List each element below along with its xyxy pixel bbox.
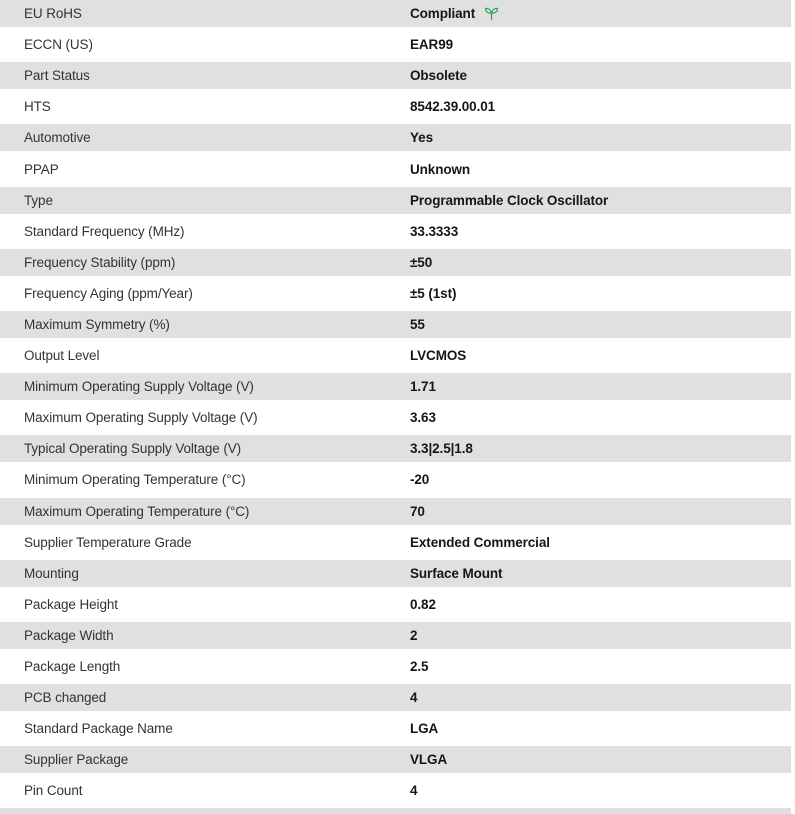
- spec-value-text: Obsolete: [410, 68, 467, 84]
- spec-value-text: VLGA: [410, 752, 448, 768]
- spec-label: Typical Operating Supply Voltage (V): [24, 441, 242, 457]
- spec-value-text: -20: [410, 472, 430, 488]
- spec-value-text: 2.5: [410, 659, 429, 675]
- spec-value: [410, 690, 791, 705]
- spec-value: [410, 162, 791, 177]
- spec-label: Maximum Operating Supply Voltage (V): [24, 410, 258, 426]
- spec-value-text: 3.63: [410, 410, 436, 426]
- spec-row: [0, 529, 791, 556]
- spec-label: Maximum Symmetry (%): [24, 316, 170, 332]
- spec-row: [0, 404, 791, 431]
- spec-label: Standard Frequency (MHz): [24, 223, 185, 239]
- spec-value: [410, 224, 791, 239]
- spec-row: [0, 93, 791, 120]
- spec-value-text: 4: [410, 690, 418, 706]
- spec-value-text: 33.3333: [410, 223, 459, 239]
- spec-row: [0, 311, 791, 338]
- spec-value-text: Yes: [410, 130, 433, 146]
- spec-label: PPAP: [24, 161, 59, 177]
- spec-label: Package Length: [24, 659, 121, 675]
- spec-value: [410, 255, 791, 270]
- spec-value: [410, 68, 791, 83]
- spec-value-text: Extended Commercial: [410, 534, 550, 550]
- spec-value-text: LVCMOS: [410, 348, 467, 364]
- spec-value: [410, 535, 791, 550]
- spec-label: Package Width: [24, 627, 114, 643]
- spec-value: [410, 659, 791, 674]
- spec-row: [0, 342, 791, 369]
- spec-label: Part Status: [24, 68, 90, 84]
- spec-value: [410, 130, 791, 145]
- spec-row: [0, 466, 791, 493]
- spec-value: [410, 504, 791, 519]
- spec-value: [410, 752, 791, 767]
- spec-row: [0, 124, 791, 151]
- spec-value: [410, 317, 791, 332]
- spec-row: [0, 746, 791, 773]
- spec-value-text: Compliant: [410, 6, 476, 22]
- spec-row: [0, 653, 791, 680]
- spec-row: [0, 435, 791, 462]
- spec-value: [410, 472, 791, 487]
- spec-label: Frequency Stability (ppm): [24, 254, 176, 270]
- spec-value-text: 55: [410, 316, 425, 332]
- spec-value-text: 3.3|2.5|1.8: [410, 441, 473, 457]
- spec-value: [410, 783, 791, 798]
- spec-row: [0, 280, 791, 307]
- spec-label: Supplier Package: [24, 752, 129, 768]
- spec-value-text: 1.71: [410, 379, 436, 395]
- spec-row: [0, 31, 791, 58]
- spec-value: [410, 410, 791, 425]
- spec-value-text: 8542.39.00.01: [410, 99, 496, 115]
- spec-value-text: ±50: [410, 254, 433, 270]
- spec-label: Package Height: [24, 596, 118, 612]
- spec-row: [0, 560, 791, 587]
- spec-value-text: 0.82: [410, 596, 436, 612]
- spec-label: Mounting: [24, 565, 79, 581]
- spec-value-text: Unknown: [410, 161, 471, 177]
- spec-value: [410, 5, 791, 22]
- spec-label: Standard Package Name: [24, 721, 173, 737]
- spec-label: Minimum Operating Temperature (°C): [24, 472, 246, 488]
- spec-row: [0, 218, 791, 245]
- spec-row: [0, 62, 791, 89]
- spec-value: [410, 628, 791, 643]
- spec-value: [410, 286, 791, 301]
- spec-value: [410, 379, 791, 394]
- spec-value-text: Programmable Clock Oscillator: [410, 192, 609, 208]
- spec-value-text: LGA: [410, 721, 439, 737]
- spec-value-text: 4: [410, 783, 418, 799]
- spec-label: Maximum Operating Temperature (°C): [24, 503, 250, 519]
- spec-row: [0, 622, 791, 649]
- spec-label: Output Level: [24, 348, 100, 364]
- spec-label: Automotive: [24, 130, 91, 146]
- spec-value-text: ±5 (1st): [410, 285, 457, 301]
- spec-row: [0, 187, 791, 214]
- spec-label: Supplier Temperature Grade: [24, 534, 192, 550]
- spec-value: [410, 441, 791, 456]
- spec-label: Pin Count: [24, 783, 83, 799]
- spec-label: HTS: [24, 99, 51, 115]
- spec-row: [0, 591, 791, 618]
- spec-row: [0, 0, 791, 27]
- spec-value: [410, 348, 791, 363]
- spec-row: [0, 777, 791, 804]
- spec-row: [0, 498, 791, 525]
- spec-row-partial: [0, 808, 791, 814]
- spec-row: [0, 155, 791, 182]
- spec-value-text: Surface Mount: [410, 565, 503, 581]
- spec-value-text: EAR99: [410, 37, 454, 53]
- spec-label: ECCN (US): [24, 37, 93, 53]
- spec-row: [0, 684, 791, 711]
- spec-label: Type: [24, 192, 53, 208]
- spec-value: [410, 597, 791, 612]
- spec-row: [0, 249, 791, 276]
- spec-label: Frequency Aging (ppm/Year): [24, 285, 193, 301]
- spec-value: [410, 37, 791, 52]
- spec-value: [410, 99, 791, 114]
- spec-value-text: 2: [410, 627, 418, 643]
- spec-label: PCB changed: [24, 690, 107, 706]
- spec-value: [410, 566, 791, 581]
- spec-label: Minimum Operating Supply Voltage (V): [24, 379, 254, 395]
- spec-row: [0, 373, 791, 400]
- spec-row: [0, 715, 791, 742]
- spec-value: [410, 721, 791, 736]
- spec-label: EU RoHS: [24, 6, 82, 22]
- leaf-icon: [483, 5, 500, 22]
- spec-value: [410, 193, 791, 208]
- spec-value-text: 70: [410, 503, 425, 519]
